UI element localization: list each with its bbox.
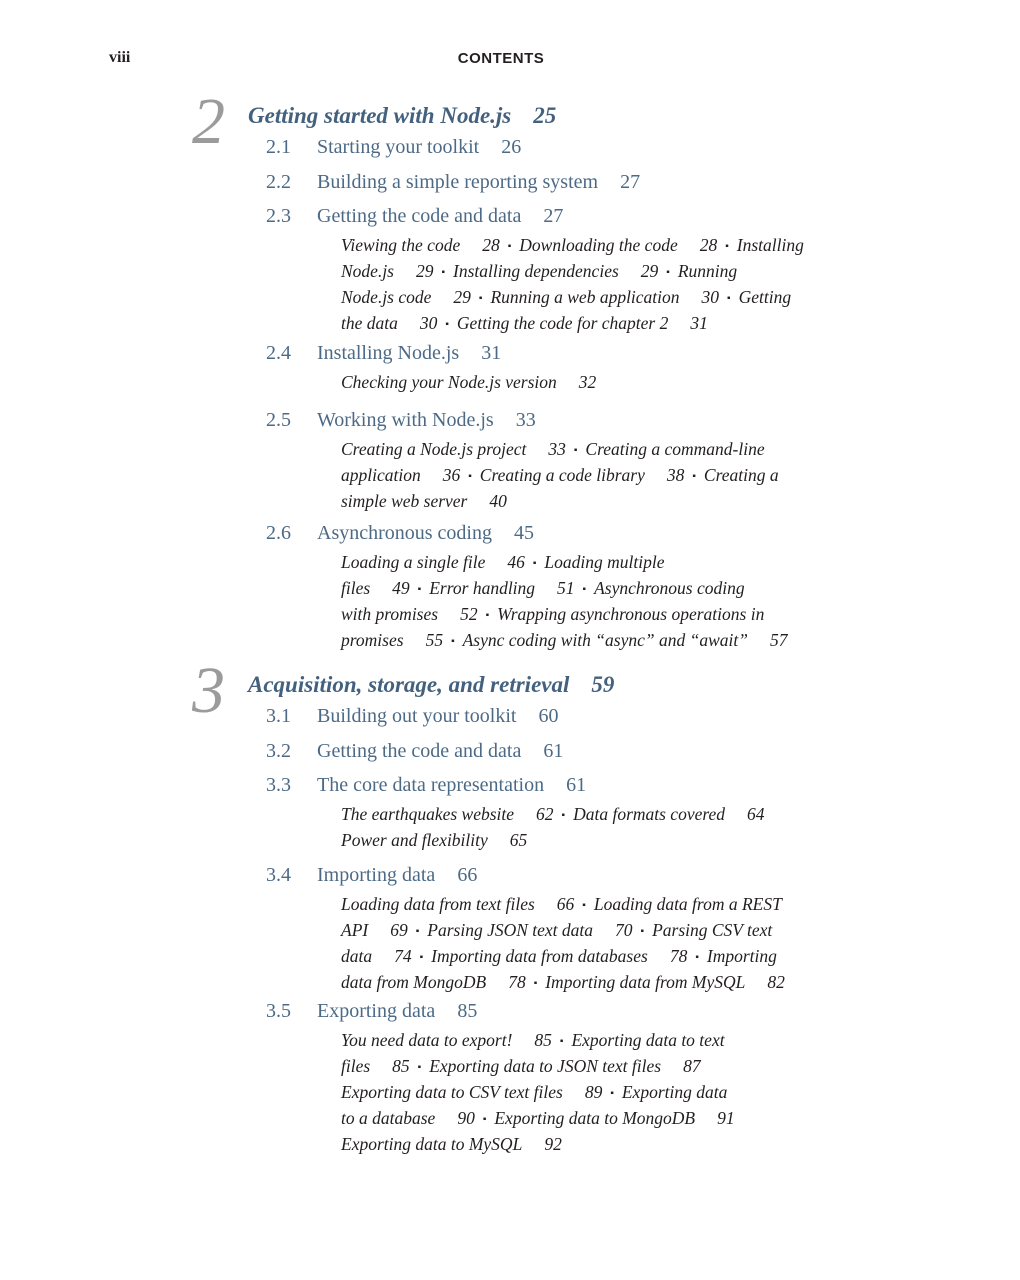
subsection-entry[interactable] (341, 465, 460, 485)
subsection-entry[interactable] (341, 920, 408, 940)
subsection-line (341, 1133, 831, 1156)
subsection-entry[interactable] (707, 946, 777, 966)
subsection-entry[interactable] (429, 1056, 700, 1076)
subsection-entry[interactable] (341, 439, 566, 459)
subsection-title: Importing data from MySQL (545, 972, 746, 993)
running-header: CONTENTS (457, 50, 545, 67)
section-page-number: 66 (457, 864, 478, 886)
subsection-line (341, 577, 831, 603)
subsection-title: The earthquakes website (341, 804, 515, 824)
subsection-line (341, 371, 831, 394)
subsection-title: Node.js code (341, 287, 432, 308)
subsection-title: Loading data from a REST (593, 894, 782, 914)
subsection-line (341, 803, 831, 829)
section-page-number: 27 (543, 205, 564, 227)
subsection-entry[interactable] (480, 465, 685, 485)
subsection-line (341, 234, 831, 260)
subsection-entry[interactable] (341, 261, 434, 281)
section-number: 2.5 (266, 409, 291, 431)
section-title[interactable] (317, 705, 558, 727)
subsection-entry[interactable] (341, 894, 574, 914)
bullet-separator: ▪ (692, 471, 696, 483)
subsection-line (341, 629, 831, 655)
subsection-page-number: 51 (557, 578, 575, 599)
section-title-text: Working with Node.js (317, 409, 494, 431)
section-page-number: 61 (566, 774, 587, 796)
subsection-title: Importing data from databases (431, 946, 648, 967)
subsection-line (341, 829, 831, 852)
subsection-page-number: 64 (747, 804, 765, 824)
section-title-text: The core data representation (317, 774, 545, 796)
subsection-entry[interactable] (652, 920, 772, 940)
subsection-page-number: 78 (508, 972, 526, 993)
subsection-entry[interactable] (585, 439, 764, 459)
bullet-separator: ▪ (532, 558, 537, 569)
section-page-number: 61 (543, 740, 564, 762)
subsection-line (341, 286, 831, 312)
subsection-list (341, 893, 831, 997)
section-page-number: 27 (620, 171, 641, 193)
subsection-list (341, 438, 831, 513)
subsection-page-number: 69 (390, 920, 408, 941)
subsection-entry[interactable] (453, 261, 658, 281)
subsection-title: Installing (736, 235, 804, 255)
bullet-separator: ▪ (695, 952, 699, 964)
section-title-text: Building a simple reporting system (317, 171, 599, 193)
subsection-line (341, 260, 831, 286)
subsection-entry[interactable] (341, 1082, 602, 1102)
subsection-page-number: 30 (419, 313, 438, 334)
page-number: viii (109, 49, 131, 66)
subsection-entry[interactable] (341, 287, 471, 307)
subsection-page-number: 55 (425, 630, 444, 651)
bullet-separator: ▪ (451, 636, 455, 648)
section-page-number: 26 (501, 136, 522, 158)
subsection-entry[interactable] (545, 972, 785, 992)
section-title[interactable] (317, 740, 563, 762)
subsection-line (341, 312, 831, 338)
subsection-page-number: 28 (699, 235, 718, 255)
subsection-title: Exporting data to JSON text files (429, 1056, 662, 1077)
subsection-entry[interactable] (431, 946, 687, 966)
subsection-entry[interactable] (341, 313, 437, 333)
subsection-entry[interactable] (341, 804, 554, 824)
section-title[interactable] (317, 1000, 477, 1022)
section-title[interactable] (317, 136, 521, 158)
subsection-entry[interactable] (457, 313, 708, 333)
subsection-title: Downloading the code (519, 235, 678, 255)
bullet-separator: ▪ (559, 1036, 564, 1047)
section-number: 2.2 (266, 171, 291, 193)
subsection-line (341, 971, 831, 997)
subsection-entry[interactable] (622, 1082, 727, 1102)
bullet-separator: ▪ (582, 900, 586, 911)
bullet-separator: ▪ (507, 241, 512, 252)
section-title-text: Getting the code and data (317, 205, 522, 227)
subsection-list (341, 234, 831, 338)
subsection-entry[interactable] (704, 465, 779, 485)
subsection-title: Exporting data to MongoDB (494, 1108, 696, 1129)
subsection-title: Running (677, 261, 738, 282)
subsection-list (341, 1029, 831, 1156)
subsection-title: Error handling (429, 578, 536, 599)
bullet-separator: ▪ (415, 926, 420, 938)
subsection-entry[interactable] (573, 804, 764, 824)
section-page-number: 33 (515, 409, 536, 431)
section-page-number: 45 (513, 522, 534, 544)
subsection-title: Loading multiple (544, 552, 665, 572)
subsection-page-number: 31 (690, 313, 708, 334)
section-number: 3.4 (266, 864, 291, 886)
bullet-separator: ▪ (610, 1088, 614, 1100)
subsection-line (341, 1081, 831, 1107)
subsection-page-number: 29 (416, 261, 434, 282)
bullet-separator: ▪ (573, 445, 578, 456)
subsection-title: data (341, 946, 373, 967)
subsection-page-number: 57 (769, 630, 788, 651)
chapter-title[interactable] (248, 672, 614, 697)
subsection-line (341, 919, 831, 945)
subsection-page-number: 90 (457, 1108, 475, 1129)
section-title-text: Asynchronous coding (317, 522, 492, 544)
bullet-separator: ▪ (533, 978, 538, 990)
subsection-title: Power and flexibility (341, 830, 488, 851)
bullet-separator: ▪ (727, 293, 731, 305)
subsection-page-number: 91 (717, 1108, 735, 1129)
subsection-page-number: 29 (453, 287, 471, 308)
subsection-page-number: 46 (507, 552, 525, 572)
section-title-text: Exporting data (317, 1000, 436, 1022)
subsection-entry[interactable] (429, 578, 574, 598)
subsection-line (341, 893, 831, 919)
chapter-title-text: Acquisition, storage, and retrieval (248, 672, 570, 697)
subsection-title: application (341, 465, 421, 486)
subsection-title: data from MongoDB (341, 972, 487, 993)
subsection-title: Parsing JSON text data (427, 920, 594, 941)
subsection-entry[interactable] (497, 604, 764, 624)
section-number: 2.3 (266, 205, 291, 227)
bullet-separator: ▪ (482, 1114, 487, 1126)
subsection-line (341, 945, 831, 971)
section-title-text: Getting the code and data (317, 740, 522, 762)
subsection-page-number: 49 (392, 578, 410, 599)
subsection-line (341, 490, 831, 513)
subsection-entry[interactable] (341, 604, 478, 624)
section-title[interactable] (317, 205, 563, 227)
subsection-title: Async coding with “async” and “await” (462, 630, 748, 651)
subsection-entry[interactable] (594, 578, 745, 598)
chapter-page-number: 25 (533, 103, 557, 128)
subsection-entry[interactable] (341, 972, 526, 992)
section-number: 3.5 (266, 1000, 291, 1022)
subsection-line (341, 1029, 831, 1055)
subsection-page-number: 32 (578, 372, 597, 392)
bullet-separator: ▪ (441, 267, 446, 279)
subsection-line (341, 551, 831, 577)
bullet-separator: ▪ (468, 471, 472, 483)
bullet-separator: ▪ (419, 952, 424, 964)
subsection-entry[interactable] (494, 1108, 734, 1128)
subsection-entry[interactable] (341, 830, 527, 850)
subsection-title: Loading data from text files (341, 894, 535, 914)
section-page-number: 85 (457, 1000, 478, 1022)
section-title-text: Starting your toolkit (317, 136, 480, 158)
subsection-page-number: 65 (509, 830, 528, 851)
subsection-page-number: 70 (615, 920, 633, 941)
subsection-title: Parsing CSV text (652, 920, 773, 941)
subsection-page-number: 33 (548, 439, 566, 459)
bullet-separator: ▪ (485, 610, 490, 622)
subsection-entry[interactable] (571, 1030, 724, 1050)
subsection-entry[interactable] (341, 491, 507, 511)
subsection-page-number: 38 (666, 465, 685, 486)
subsection-page-number: 29 (640, 261, 659, 282)
subsection-entry[interactable] (341, 372, 596, 392)
subsection-entry[interactable] (341, 1056, 410, 1076)
subsection-entry[interactable] (341, 630, 443, 650)
section-number: 3.3 (266, 774, 291, 796)
subsection-title: Installing dependencies (453, 261, 619, 282)
subsection-title: Checking your Node.js version (341, 372, 557, 392)
section-title[interactable] (317, 409, 536, 431)
subsection-entry[interactable] (519, 235, 717, 255)
subsection-title: Getting (738, 287, 792, 308)
section-title-text: Installing Node.js (317, 342, 460, 364)
subsection-entry[interactable] (341, 946, 412, 966)
subsection-title: Viewing the code (341, 235, 461, 255)
subsection-page-number: 89 (584, 1082, 603, 1103)
bullet-separator: ▪ (666, 267, 670, 279)
subsection-title: Creating a Node.js project (341, 439, 527, 459)
bullet-separator: ▪ (725, 241, 729, 252)
section-page-number: 60 (538, 705, 559, 727)
section-title[interactable] (317, 522, 534, 544)
subsection-page-number: 92 (544, 1134, 562, 1155)
subsection-title: Data formats covered (573, 804, 726, 824)
subsection-page-number: 74 (394, 946, 412, 967)
bullet-separator: ▪ (417, 1062, 422, 1074)
subsection-title: Creating a code library (479, 465, 645, 486)
subsection-page-number: 82 (767, 972, 785, 993)
subsection-line (341, 1107, 831, 1133)
subsection-title: Getting the code for chapter 2 (456, 313, 669, 334)
subsection-page-number: 85 (392, 1056, 410, 1077)
section-title-text: Importing data (317, 864, 436, 886)
subsection-title: simple web server (341, 491, 468, 512)
subsection-line (341, 438, 831, 464)
subsection-title: Exporting data to CSV text files (341, 1082, 563, 1103)
subsection-title: Exporting data to text (571, 1030, 725, 1050)
subsection-entry[interactable] (490, 287, 719, 307)
subsection-page-number: 52 (460, 604, 478, 625)
subsection-page-number: 87 (683, 1056, 701, 1077)
chapter-title[interactable] (248, 103, 556, 128)
subsection-title: Asynchronous coding (594, 578, 745, 599)
subsection-page-number: 40 (489, 491, 507, 512)
section-number: 2.6 (266, 522, 291, 544)
bullet-separator: ▪ (445, 319, 449, 331)
subsection-list (341, 371, 831, 394)
subsection-list (341, 803, 831, 852)
subsection-entry[interactable] (737, 235, 804, 255)
subsection-line (341, 603, 831, 629)
subsection-title: promises (341, 630, 404, 651)
subsection-title: API (341, 920, 369, 941)
subsection-entry[interactable] (341, 1108, 475, 1128)
section-title[interactable] (317, 774, 586, 796)
chapter-title-text: Getting started with Node.js (248, 103, 512, 128)
subsection-title: Wrapping asynchronous operations in (497, 604, 765, 625)
section-title[interactable] (317, 342, 501, 364)
subsection-page-number: 30 (701, 287, 720, 308)
section-title-text: Building out your toolkit (317, 705, 517, 727)
subsection-title: files (341, 578, 371, 599)
subsection-title: Loading a single file (341, 552, 486, 572)
subsection-entry[interactable] (341, 1030, 552, 1050)
bullet-separator: ▪ (417, 584, 422, 596)
subsection-entry[interactable] (463, 630, 788, 650)
section-title[interactable] (317, 171, 640, 193)
section-number: 3.1 (266, 705, 291, 727)
section-number: 2.4 (266, 342, 291, 364)
subsection-entry[interactable] (739, 287, 792, 307)
subsection-entry[interactable] (341, 235, 500, 255)
bullet-separator: ▪ (478, 293, 483, 305)
subsection-title: files (341, 1056, 371, 1077)
bullet-separator: ▪ (582, 584, 587, 596)
subsection-page-number: 85 (534, 1030, 552, 1050)
section-number: 2.1 (266, 136, 291, 158)
subsection-title: to a database (341, 1108, 436, 1129)
subsection-page-number: 36 (442, 465, 461, 486)
subsection-page-number: 78 (669, 946, 688, 967)
subsection-entry[interactable] (427, 920, 632, 940)
subsection-entry[interactable] (341, 578, 410, 598)
subsection-title: Creating a (703, 465, 779, 486)
subsection-title: Importing (706, 946, 777, 967)
subsection-page-number: 28 (482, 235, 500, 255)
section-page-number: 31 (481, 342, 502, 364)
subsection-title: You need data to export! (341, 1030, 513, 1050)
subsection-entry[interactable] (341, 1134, 562, 1154)
subsection-title: Creating a command-line (585, 439, 765, 459)
bullet-separator: ▪ (640, 926, 645, 938)
section-number: 3.2 (266, 740, 291, 762)
subsection-title: the data (341, 313, 398, 334)
subsection-entry[interactable] (544, 552, 664, 572)
subsection-entry[interactable] (341, 552, 525, 572)
subsection-title: Exporting data to MySQL (341, 1134, 523, 1155)
subsection-entry[interactable] (678, 261, 737, 281)
subsection-page-number: 62 (536, 804, 554, 824)
subsection-title: with promises (341, 604, 439, 625)
chapter-number: 2 (192, 85, 225, 158)
section-title[interactable] (317, 864, 477, 886)
subsection-title: Node.js (341, 261, 394, 282)
subsection-list (341, 551, 831, 655)
subsection-entry[interactable] (594, 894, 782, 914)
subsection-line (341, 1055, 831, 1081)
chapter-page-number: 59 (591, 672, 615, 697)
subsection-title: Exporting data (621, 1082, 728, 1103)
chapter-number: 3 (192, 654, 225, 727)
bullet-separator: ▪ (561, 810, 566, 821)
subsection-page-number: 66 (556, 894, 575, 914)
subsection-line (341, 464, 831, 490)
subsection-title: Running a web application (490, 287, 680, 308)
